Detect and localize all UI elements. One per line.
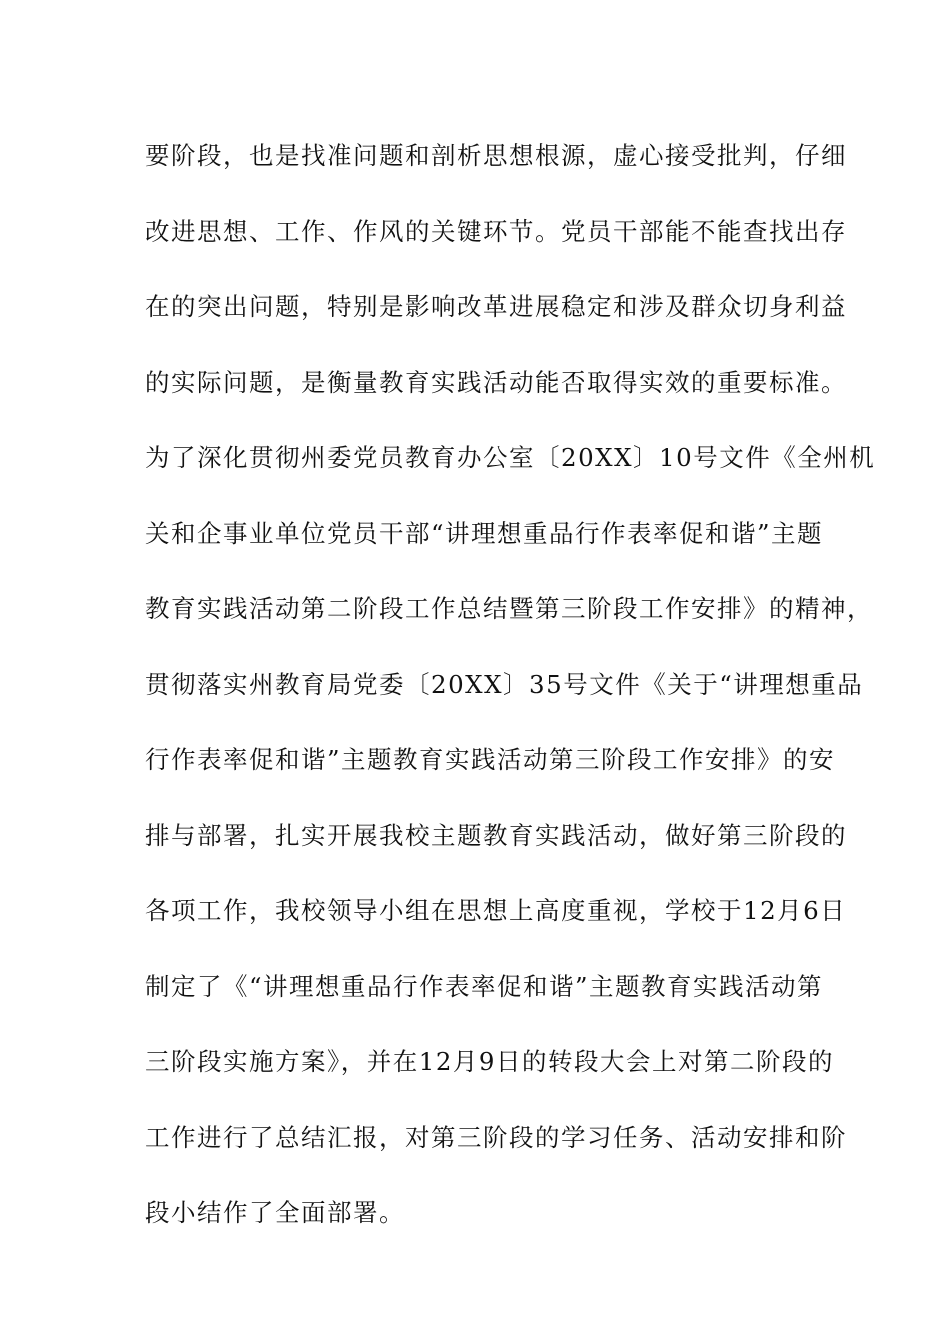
text-line-12: 制定了《“讲理想重品行作表率促和谐”主题教育实践活动第: [145, 971, 824, 1001]
text-line-5: 为了深化贯彻州委党员教育办公室〔20XX〕10号文件《全州机: [145, 443, 876, 472]
text-line-8: 贯彻落实州教育局党委〔20XX〕35号文件《关于“讲理想重品: [145, 669, 864, 699]
text-line-6: 关和企事业单位党员干部“讲理想重品行作表率促和谐”主题: [145, 518, 824, 548]
body-text: [145, 133, 876, 1266]
text-line-4: 的实际问题，是衡量教育实践活动能否取得实效的重要标准。: [145, 367, 847, 397]
text-line-7: 教育实践活动第二阶段工作总结暨第三阶段工作安排》的精神，: [145, 594, 873, 623]
text-line-14: 工作进行了总结汇报，对第三阶段的学习任务、活动安排和阶: [145, 1122, 847, 1152]
text-line-3: 在的突出问题，特别是影响改革进展稳定和涉及群众切身利益: [145, 292, 847, 321]
text-line-2: 改进思想、工作、作风的关键环节。党员干部能不能查找出存: [145, 216, 847, 246]
text-line-10: 排与部署，扎实开展我校主题教育实践活动，做好第三阶段的: [145, 820, 847, 850]
text-line-15: 段小结作了全面部署。: [145, 1198, 405, 1227]
text-line-1: 要阶段，也是找准问题和剖析思想根源，虚心接受批判，仔细: [145, 141, 847, 170]
text-line-11: 各项工作，我校领导小组在思想上高度重视，学校于12月6日: [145, 896, 847, 925]
text-line-13: 三阶段实施方案》，并在12月9日的转段大会上对第二阶段的: [145, 1047, 835, 1076]
text-line-9: 行作表率促和谐”主题教育实践活动第三阶段工作安排》的安: [145, 745, 836, 774]
